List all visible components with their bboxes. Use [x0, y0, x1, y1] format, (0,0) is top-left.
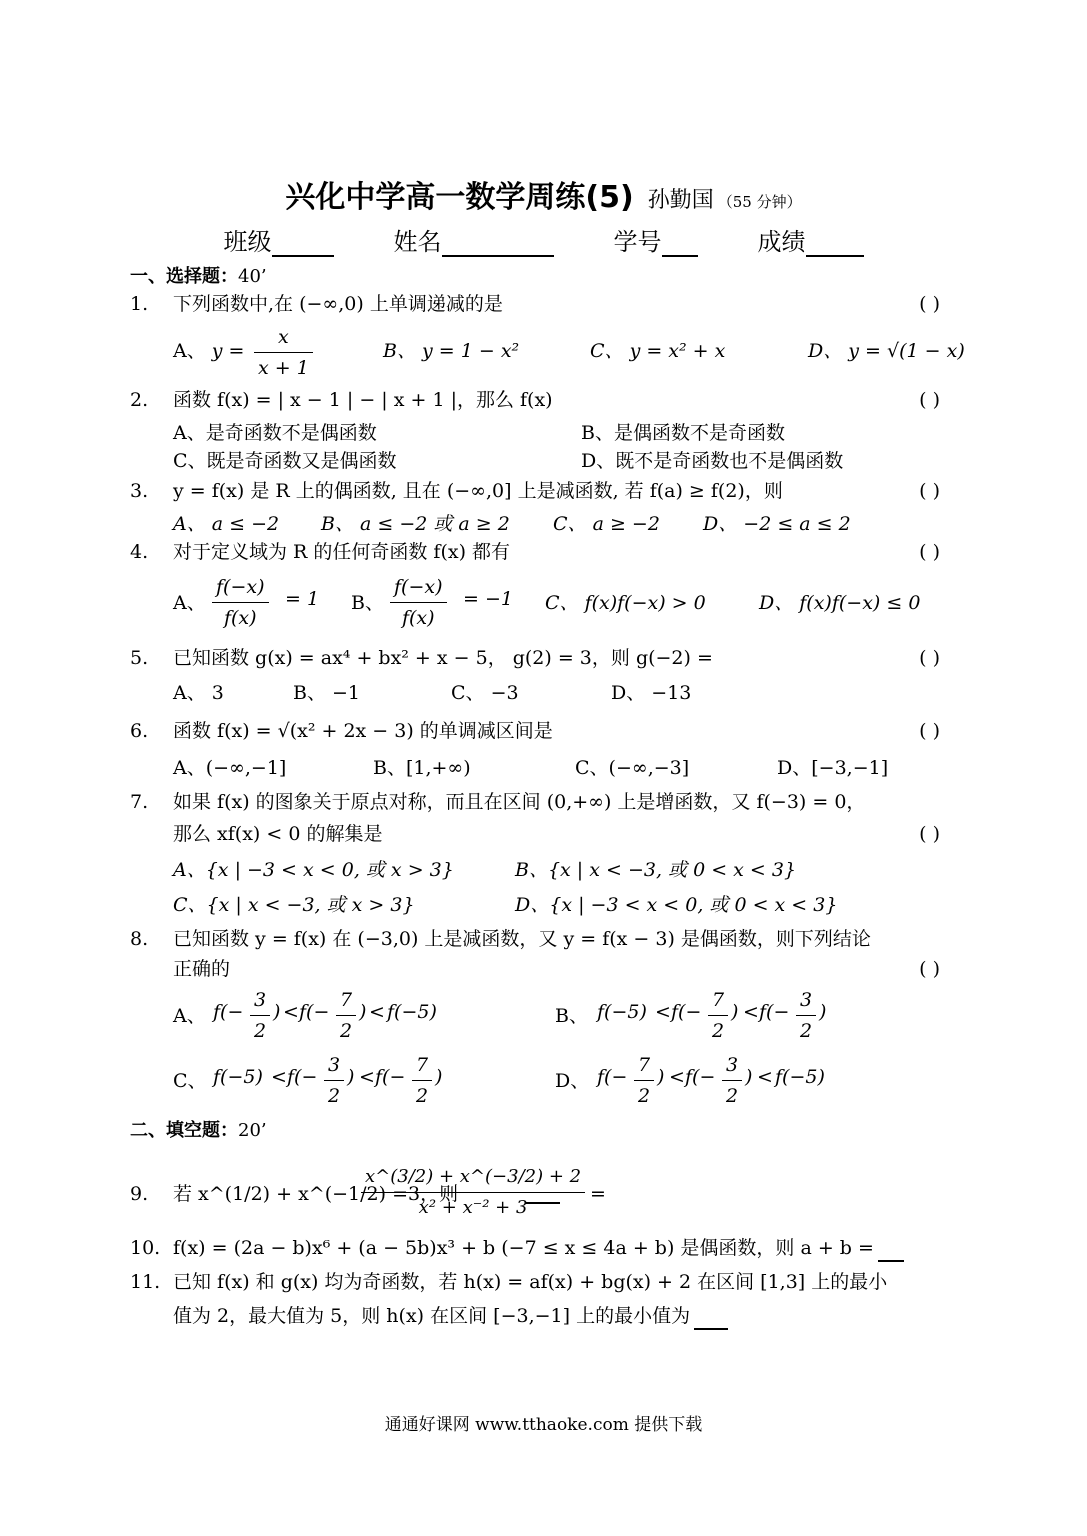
- func-close: ): [745, 1066, 753, 1088]
- class-field: [224, 222, 334, 257]
- fraction-3-2: [722, 1050, 742, 1111]
- question-8-options-row2: [173, 1050, 973, 1114]
- question-stem-line2-wrap: [173, 1302, 960, 1330]
- question-stem: 下列函数中,在 (−∞,0) 上单调递减的是: [173, 293, 503, 315]
- question-number: 9.: [130, 1183, 149, 1205]
- question-number: 1.: [130, 293, 149, 315]
- question-stem-line2: 值为 2，最大值为 5，则 h(x) 在区间 [−3,−1] 上的最小值为: [173, 1305, 691, 1327]
- func-f-neg5: f(−5): [597, 1001, 647, 1023]
- fraction-7-2: [412, 1050, 432, 1111]
- question-4-options: [173, 572, 973, 636]
- question-number: 7.: [130, 791, 149, 813]
- numerator: x: [254, 322, 313, 353]
- question-9: [130, 1162, 960, 1228]
- numerator: f(−x): [212, 572, 269, 603]
- option-c[interactable]: C、 a ≥ −2: [553, 513, 660, 535]
- exam-title-line: [0, 172, 1087, 216]
- denominator: 2: [340, 1020, 353, 1042]
- name-label: 姓名: [393, 228, 442, 256]
- fraction-3-2: [250, 985, 270, 1046]
- section-label: 二、填空题：: [130, 1120, 238, 1141]
- func-open: f(−: [597, 1066, 628, 1088]
- section-multiple-choice: [130, 262, 267, 288]
- numerator: 3: [250, 985, 270, 1016]
- question-number: 11.: [130, 1271, 161, 1293]
- numerator: x^(3/2) + x^(−3/2) + 2: [361, 1162, 585, 1193]
- option-d[interactable]: D、{x | −3 < x < 0, 或 0 < x < 3}: [515, 894, 838, 916]
- question-6-options: [173, 753, 973, 783]
- section-fill-in: [130, 1116, 267, 1142]
- answer-parenthesis[interactable]: ( ): [919, 480, 940, 502]
- option-label: A、: [173, 1005, 206, 1027]
- func-open: f(−: [299, 1001, 330, 1023]
- question-stem: 函数 f(x) = | x − 1 | − | x + 1 |，那么 f(x): [173, 389, 553, 411]
- question-stem-line2: 正确的: [173, 958, 231, 980]
- func-open: f(−: [213, 1001, 244, 1023]
- fraction-7-2: [708, 985, 728, 1046]
- option-b-label: B、: [351, 592, 384, 614]
- question-2-options-row2: [173, 446, 973, 476]
- func-f-neg5: f(−5): [387, 1001, 437, 1023]
- page-footer: 通通好课网 www.tthaoke.com 提供下载: [384, 1415, 703, 1435]
- option-d[interactable]: D、 y = √(1 − x): [808, 340, 965, 362]
- exam-title: 兴化中学高一数学周练(5): [285, 180, 634, 215]
- numerator: 3: [796, 985, 816, 1016]
- answer-parenthesis[interactable]: ( ): [919, 647, 940, 669]
- section-points: 40’: [238, 266, 267, 287]
- option-a[interactable]: [173, 336, 244, 363]
- less-than: <: [359, 1066, 375, 1088]
- option-a-fraction[interactable]: [212, 572, 269, 633]
- question-number: 10.: [130, 1237, 161, 1259]
- option-d[interactable]: D、既不是奇函数也不是偶函数: [581, 450, 844, 472]
- less-than: <: [369, 1001, 385, 1023]
- option-b[interactable]: B、是偶函数不是奇函数: [581, 422, 785, 444]
- question-number: 5.: [130, 647, 149, 669]
- question-number: 8.: [130, 928, 149, 950]
- option-c[interactable]: C、(−∞,−3]: [575, 757, 690, 779]
- question-7-options-row2: [173, 890, 973, 920]
- denominator: 2: [638, 1085, 651, 1107]
- numerator: 7: [708, 985, 728, 1016]
- question-stem: 对于定义域为 R 的任何奇函数 f(x) 都有: [173, 541, 511, 563]
- denominator: x + 1: [258, 357, 309, 379]
- section-label: 一、选择题：: [130, 266, 238, 287]
- answer-parenthesis[interactable]: ( ): [919, 958, 940, 980]
- fraction-3-2: [324, 1050, 344, 1111]
- question-stem: 已知 f(x) 和 g(x) 均为奇函数，若 h(x) = af(x) + bg(x) + 2 在区间 [1,3] 上的最小: [173, 1271, 888, 1293]
- func-open: f(−: [287, 1066, 318, 1088]
- answer-parenthesis[interactable]: ( ): [919, 293, 940, 315]
- question-stem: f(x) = (2a − b)x⁶ + (a − 5b)x³ + b (−7 ≤ x ≤ 4a + b) 是偶函数，则 a + b =: [173, 1237, 874, 1259]
- question-stem: 函数 f(x) = √(x² + 2x − 3) 的单调减区间是: [173, 720, 553, 742]
- section-points: 20’: [238, 1120, 267, 1141]
- option-a[interactable]: A、是奇函数不是偶函数: [173, 422, 377, 444]
- option-b[interactable]: B、{x | x < −3, 或 0 < x < 3}: [515, 859, 797, 881]
- equals-sign: =: [590, 1183, 606, 1205]
- func-open: f(−: [671, 1001, 702, 1023]
- option-c[interactable]: C、 −3: [451, 682, 519, 704]
- func-f-neg5: f(−5): [213, 1066, 263, 1088]
- option-d[interactable]: D、 −13: [611, 682, 692, 704]
- question-8-options-row1: [173, 985, 973, 1049]
- option-label: B、: [555, 1005, 588, 1027]
- denominator: 2: [416, 1085, 429, 1107]
- option-a-rhs: = 1: [285, 588, 320, 610]
- score-field: [758, 222, 864, 257]
- func-close: ): [731, 1001, 739, 1023]
- question-stem: 若 x^(1/2) + x^(−1/2) =3，则: [173, 1183, 459, 1205]
- less-than: <: [757, 1066, 773, 1088]
- option-c[interactable]: C、既是奇函数又是偶函数: [173, 450, 397, 472]
- option-d[interactable]: D、 −2 ≤ a ≤ 2: [703, 513, 851, 535]
- student-id-label: 学号: [613, 228, 662, 256]
- fraction-7-2: [634, 1050, 654, 1111]
- numerator: f(−x): [390, 572, 447, 603]
- answer-blank[interactable]: [878, 1242, 904, 1262]
- question-5-options: [173, 678, 973, 708]
- question-number: 4.: [130, 541, 149, 563]
- option-lhs: y =: [211, 340, 245, 362]
- answer-parenthesis[interactable]: ( ): [919, 720, 940, 742]
- fraction-3-2: [796, 985, 816, 1046]
- denominator: 2: [726, 1085, 739, 1107]
- option-a[interactable]: [173, 985, 553, 1049]
- denominator: f(x): [401, 607, 435, 629]
- option-c[interactable]: C、 y = x² + x: [590, 340, 726, 362]
- func-close: ): [819, 1001, 827, 1023]
- option-c[interactable]: [173, 1050, 553, 1114]
- answer-parenthesis[interactable]: ( ): [919, 823, 940, 845]
- question-stem: 如果 f(x) 的图象关于原点对称，而且在区间 (0,+∞) 上是增函数，又 f(−3) = 0，: [173, 791, 866, 813]
- question-1-options: [173, 322, 973, 382]
- option-b[interactable]: B、 a ≤ −2 或 a ≥ 2: [321, 513, 510, 535]
- option-b[interactable]: B、 y = 1 − x²: [383, 340, 520, 362]
- student-id-blank[interactable]: [662, 231, 698, 257]
- func-close: ): [657, 1066, 665, 1088]
- student-info-row: [0, 222, 1087, 257]
- less-than: <: [283, 1001, 299, 1023]
- option-a[interactable]: A、{x | −3 < x < 0, 或 x > 3}: [173, 859, 454, 881]
- less-than: <: [669, 1066, 685, 1088]
- name-field: [394, 222, 554, 257]
- option-a[interactable]: A、 3: [173, 682, 224, 704]
- option-b[interactable]: B、 −1: [293, 682, 361, 704]
- answer-blank[interactable]: [526, 1184, 560, 1204]
- question-3-options: [173, 509, 973, 539]
- option-d[interactable]: [555, 1050, 955, 1114]
- answer-parenthesis[interactable]: ( ): [919, 541, 940, 563]
- option-b[interactable]: [555, 985, 955, 1049]
- option-a[interactable]: A、 a ≤ −2: [173, 513, 280, 535]
- option-b[interactable]: B、[1,+∞): [373, 757, 471, 779]
- numerator: 7: [412, 1050, 432, 1081]
- student-id-field: [614, 222, 698, 257]
- question-stem: y = f(x) 是 R 上的偶函数, 且在 (−∞,0] 上是减函数, 若 f(a) ≥ f(2)，则: [173, 480, 783, 502]
- option-b-fraction[interactable]: [390, 572, 447, 633]
- denominator: x² + x⁻² + 3: [418, 1197, 528, 1218]
- option-label: C、: [173, 1070, 207, 1092]
- func-close: ): [435, 1066, 443, 1088]
- denominator: 2: [254, 1020, 267, 1042]
- answer-parenthesis[interactable]: ( ): [919, 389, 940, 411]
- answer-blank[interactable]: [694, 1310, 728, 1330]
- question-number: 2.: [130, 389, 149, 411]
- option-b-rhs: = −1: [463, 588, 513, 610]
- question-stem-line2: 那么 xf(x) < 0 的解集是: [173, 823, 383, 845]
- denominator: 2: [328, 1085, 341, 1107]
- numerator: 7: [336, 985, 356, 1016]
- option-c[interactable]: C、{x | x < −3, 或 x > 3}: [173, 894, 415, 916]
- score-blank[interactable]: [806, 231, 864, 257]
- author-name: 孙勤国: [647, 188, 714, 213]
- less-than: <: [655, 1001, 671, 1023]
- option-d[interactable]: D、[−3,−1]: [777, 757, 889, 779]
- fraction-7-2: [336, 985, 356, 1046]
- func-close: ): [359, 1001, 367, 1023]
- question-stem: 已知函数 y = f(x) 在 (−3,0) 上是减函数，又 y = f(x − 3) 是偶函数，则下列结论: [173, 928, 871, 950]
- func-f-neg5: f(−5): [775, 1066, 825, 1088]
- class-blank[interactable]: [272, 231, 334, 257]
- func-close: ): [347, 1066, 355, 1088]
- option-a[interactable]: A、(−∞,−1]: [173, 757, 287, 779]
- option-d[interactable]: D、 f(x)f(−x) ≤ 0: [759, 592, 921, 614]
- option-a-fraction: [254, 322, 313, 383]
- denominator: 2: [712, 1020, 725, 1042]
- func-open: f(−: [685, 1066, 716, 1088]
- denominator: 2: [800, 1020, 813, 1042]
- score-label: 成绩: [757, 228, 806, 256]
- less-than: <: [271, 1066, 287, 1088]
- option-label: A、: [173, 340, 206, 362]
- option-a-label: A、: [173, 592, 206, 614]
- name-blank[interactable]: [442, 231, 554, 257]
- question-stem-line: [173, 1234, 960, 1262]
- less-than: <: [743, 1001, 759, 1023]
- question-stem: 已知函数 g(x) = ax⁴ + bx² + x − 5， g(2) = 3，则 g(−2) =: [173, 647, 713, 669]
- question-number: 3.: [130, 480, 149, 502]
- func-close: ): [273, 1001, 281, 1023]
- numerator: 3: [324, 1050, 344, 1081]
- numerator: 3: [722, 1050, 742, 1081]
- denominator: f(x): [223, 607, 257, 629]
- question-7-options-row1: [173, 855, 973, 885]
- question-number: 6.: [130, 720, 149, 742]
- numerator: 7: [634, 1050, 654, 1081]
- option-label: D、: [555, 1070, 590, 1092]
- func-open: f(−: [759, 1001, 790, 1023]
- class-label: 班级: [223, 228, 272, 256]
- option-c[interactable]: C、 f(x)f(−x) > 0: [545, 592, 706, 614]
- func-open: f(−: [375, 1066, 406, 1088]
- exam-duration: （55 分钟）: [717, 193, 802, 211]
- question-2-options-row1: [173, 418, 973, 448]
